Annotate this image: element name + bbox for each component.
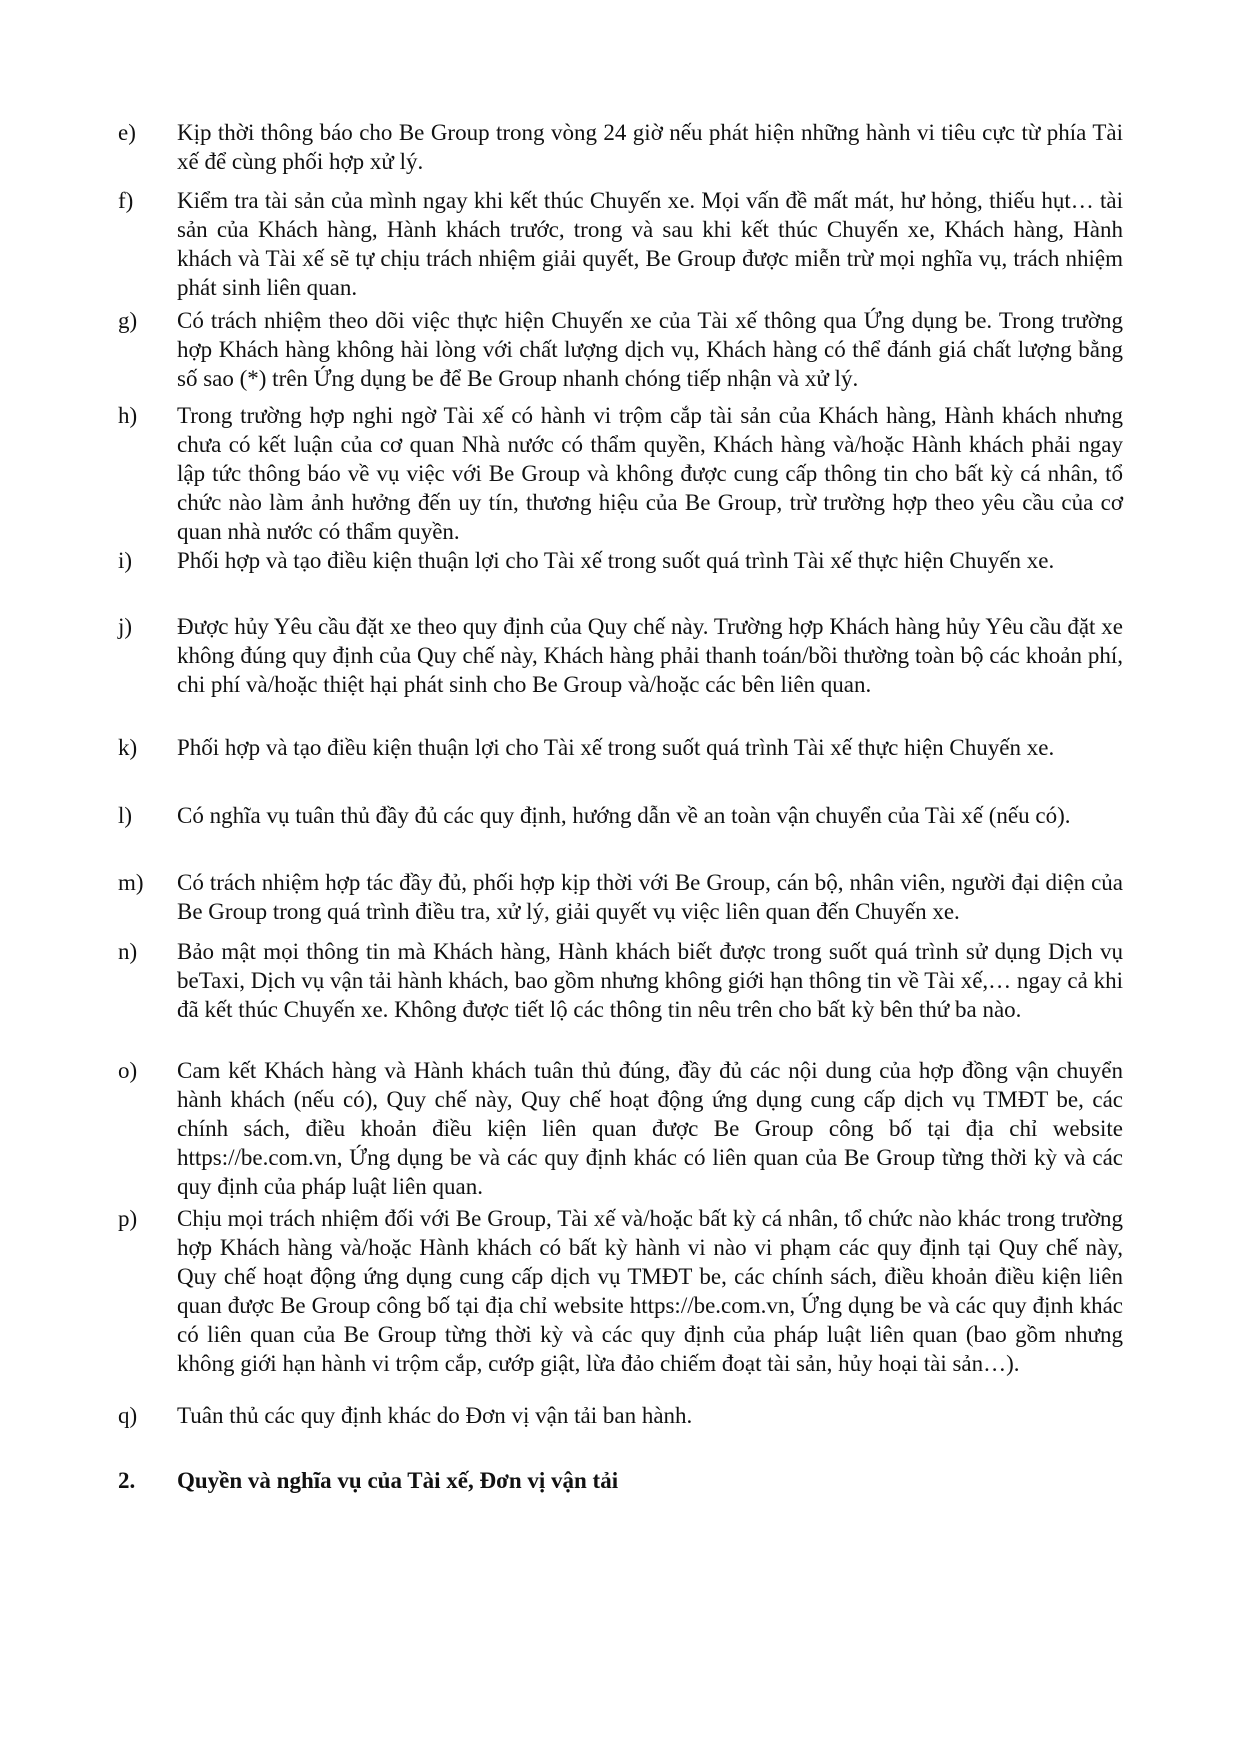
item-text: Có nghĩa vụ tuân thủ đầy đủ các quy định, hướng dẫn về an toàn vận chuyển của Tài xế (nếu có). [177,803,1071,828]
item-label: m) [118,870,144,895]
item-text: Bảo mật mọi thông tin mà Khách hàng, Hành khách biết được trong suốt quá trình sử dụng Dịch vụ beTaxi, Dịch vụ vận tải hành khách, bao gồm nhưng không giới hạn thông tin về Tài xế,… ngay cả khi đã kết thúc Chuyến xe. Không được tiết lộ các thông tin nêu trên cho bất kỳ bên thứ ba nào. [177,939,1123,1022]
item-label: o) [118,1058,138,1083]
item-label: f) [118,188,134,213]
item-label: l) [118,803,133,828]
item-label: k) [118,735,138,760]
item-label: p) [118,1206,138,1231]
item-label: n) [118,939,138,964]
item-text: Kiểm tra tài sản của mình ngay khi kết thúc Chuyến xe. Mọi vấn đề mất mát, hư hỏng, thiếu hụt… tài sản của Khách hàng, Hành khách trước, trong và sau khi kết thúc Chuyến xe, Khách hàng, Hành khách và Tài xế sẽ tự chịu trách nhiệm giải quyết, Be Group được miễn trừ mọi nghĩa vụ, trách nhiệm phát sinh liên quan. [177,188,1123,300]
item-text: Cam kết Khách hàng và Hành khách tuân thủ đúng, đầy đủ các nội dung của hợp đồng vận chuyển hành khách (nếu có), Quy chế này, Quy chế hoạt động ứng dụng cung cấp dịch vụ TMĐT be, các chính sách, điều khoản điều kiện liên quan được Be Group công bố tại địa chỉ website https://be.com.vn, Ứng dụng be và các quy định khác có liên quan của Be Group từng thời kỳ và các quy định của pháp luật liên quan. [177,1058,1123,1199]
item-label: i) [118,548,133,573]
item-text: Trong trường hợp nghi ngờ Tài xế có hành vi trộm cắp tài sản của Khách hàng, Hành khách nhưng chưa có kết luận của cơ quan Nhà nước có thẩm quyền, Khách hàng và/hoặc Hành khách phải ngay lập tức thông báo về vụ việc với Be Group và không được cung cấp thông tin cho bất kỳ cá nhân, tổ chức nào làm ảnh hưởng đến uy tín, thương hiệu của Be Group, trừ trường hợp theo yêu cầu của cơ quan nhà nước có thẩm quyền. [177,403,1123,544]
item-text: Được hủy Yêu cầu đặt xe theo quy định của Quy chế này. Trường hợp Khách hàng hủy Yêu cầu đặt xe không đúng quy định của Quy chế này, Khách hàng phải thanh toán/bồi thường toàn bộ các khoản phí, chi phí và/hoặc thiệt hại phát sinh cho Be Group và/hoặc các bên liên quan. [177,614,1123,697]
item-label: q) [118,1403,138,1428]
section-title: Quyền và nghĩa vụ của Tài xế, Đơn vị vận tải [177,1468,619,1493]
item-text: Có trách nhiệm hợp tác đầy đủ, phối hợp kịp thời với Be Group, cán bộ, nhân viên, người đại diện của Be Group trong quá trình điều tra, xử lý, giải quyết vụ việc liên quan đến Chuyến xe. [177,870,1123,924]
item-text: Có trách nhiệm theo dõi việc thực hiện Chuyến xe của Tài xế thông qua Ứng dụng be. Trong trường hợp Khách hàng không hài lòng với chất lượng dịch vụ, Khách hàng có thể đánh giá chất lượng bằng số sao (*) trên Ứng dụng be để Be Group nhanh chóng tiếp nhận và xử lý. [177,308,1123,391]
section-number: 2. [118,1468,136,1493]
item-text: Phối hợp và tạo điều kiện thuận lợi cho Tài xế trong suốt quá trình Tài xế thực hiện Chuyến xe. [177,548,1055,573]
item-text: Kịp thời thông báo cho Be Group trong vòng 24 giờ nếu phát hiện những hành vi tiêu cực từ phía Tài xế để cùng phối hợp xử lý. [177,120,1123,174]
item-label: h) [118,403,138,428]
item-label: g) [118,308,138,333]
item-text: Phối hợp và tạo điều kiện thuận lợi cho Tài xế trong suốt quá trình Tài xế thực hiện Chuyến xe. [177,735,1055,760]
item-text: Chịu mọi trách nhiệm đối với Be Group, Tài xế và/hoặc bất kỳ cá nhân, tổ chức nào khác trong trường hợp Khách hàng và/hoặc Hành khách có bất kỳ hành vi nào vi phạm các quy định tại Quy chế này, Quy chế hoạt động ứng dụng cung cấp dịch vụ TMĐT be, các chính sách, điều khoản điều kiện liên quan được Be Group công bố tại địa chỉ website https://be.com.vn, Ứng dụng be và các quy định khác có liên quan của Be Group từng thời kỳ và các quy định của pháp luật liên quan (bao gồm nhưng không giới hạn hành vi trộm cắp, cướp giật, lừa đảo chiếm đoạt tài sản, hủy hoại tài sản…). [177,1206,1123,1376]
item-label: e) [118,120,136,145]
item-text: Tuân thủ các quy định khác do Đơn vị vận tải ban hành. [177,1403,693,1428]
item-label: j) [118,614,133,639]
